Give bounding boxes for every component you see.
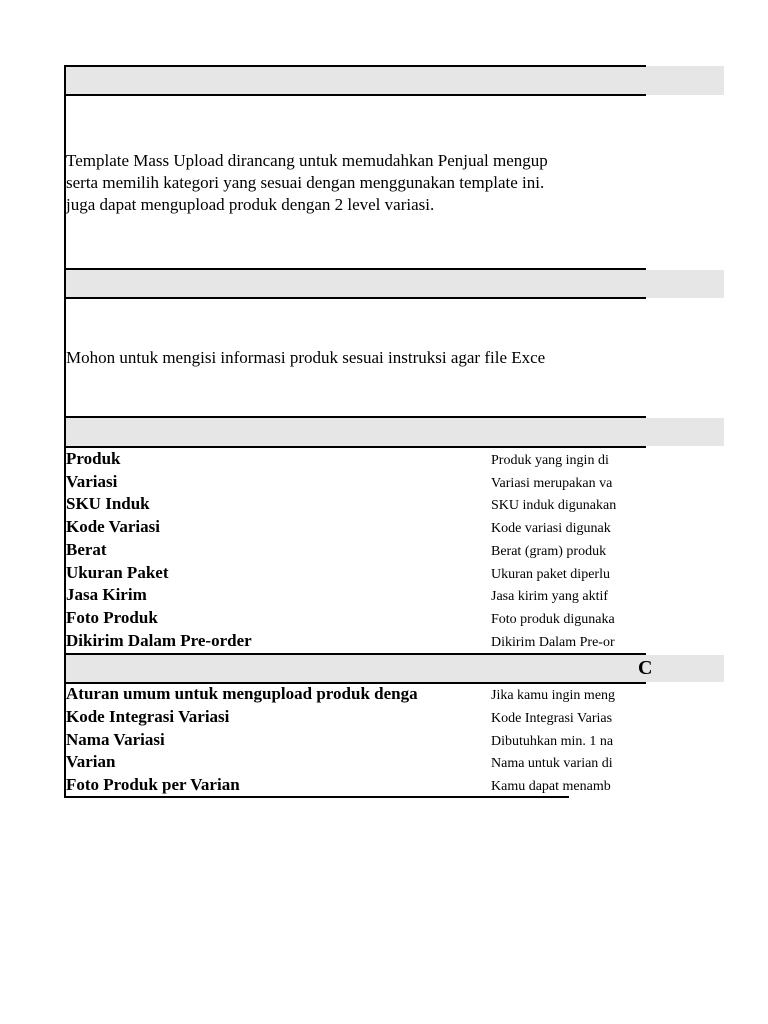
field-term-produk: Produk	[66, 449, 121, 468]
field-desc-jasa-kirim: Jasa kirim yang aktif	[491, 589, 609, 604]
variation-desc-foto-per-varian: Kamu dapat menamb	[491, 779, 611, 794]
field-term-jasa-kirim: Jasa Kirim	[66, 585, 147, 604]
variation-term-nama-variasi: Nama Variasi	[66, 730, 165, 749]
header-band-4	[66, 655, 724, 682]
intro-line-2: serta memilih kategori yang sesuai dengan menggunakan template ini.	[66, 173, 545, 192]
section-header-partial: C	[638, 657, 653, 679]
variation-desc-nama-variasi: Dibutuhkan min. 1 na	[491, 734, 614, 749]
border-instruction-bottom	[64, 416, 646, 418]
field-desc-ukuran-paket: Ukuran paket diperlu	[491, 567, 610, 582]
field-desc-sku-induk: SKU induk digunakan	[491, 498, 617, 513]
field-term-ukuran-paket: Ukuran Paket	[66, 563, 169, 582]
field-term-foto-produk: Foto Produk	[66, 608, 158, 627]
border-header2-bottom	[64, 297, 646, 299]
field-desc-kode-variasi: Kode variasi digunak	[491, 521, 611, 536]
variation-desc-kode-integrasi: Kode Integrasi Varias	[491, 711, 613, 726]
intro-line-3: juga dapat mengupload produk dengan 2 level variasi.	[66, 195, 435, 214]
field-desc-foto-produk: Foto produk digunaka	[491, 612, 615, 627]
border-header1-bottom	[64, 94, 646, 96]
header-band-1	[66, 66, 724, 95]
variation-desc-aturan-umum: Jika kamu ingin meng	[491, 688, 616, 703]
instruction-line: Mohon untuk mengisi informasi produk sesuai instruksi agar file Exce	[66, 348, 546, 367]
border-intro-bottom	[64, 268, 646, 270]
variation-term-kode-integrasi: Kode Integrasi Variasi	[66, 707, 230, 726]
field-term-berat: Berat	[66, 540, 107, 559]
field-desc-produk: Produk yang ingin di	[491, 453, 609, 468]
field-term-sku-induk: SKU Induk	[66, 494, 150, 513]
field-term-variasi: Variasi	[66, 472, 118, 491]
intro-line-1: Template Mass Upload dirancang untuk memudahkan Penjual mengup	[66, 151, 548, 170]
variation-term-aturan-umum: Aturan umum untuk mengupload produk denga	[66, 684, 418, 703]
variation-term-foto-per-varian: Foto Produk per Varian	[66, 775, 240, 794]
header-band-2	[66, 270, 724, 298]
field-desc-berat: Berat (gram) produk	[491, 544, 607, 559]
field-desc-pre-order: Dikirim Dalam Pre-or	[491, 635, 615, 650]
header-band-3	[66, 418, 724, 446]
field-term-kode-variasi: Kode Variasi	[66, 517, 160, 536]
field-desc-variasi: Variasi merupakan va	[491, 476, 613, 491]
field-term-pre-order: Dikirim Dalam Pre-order	[66, 631, 252, 650]
border-top	[64, 65, 646, 67]
variation-term-varian: Varian	[66, 752, 116, 771]
variation-desc-varian: Nama untuk varian di	[491, 756, 613, 771]
